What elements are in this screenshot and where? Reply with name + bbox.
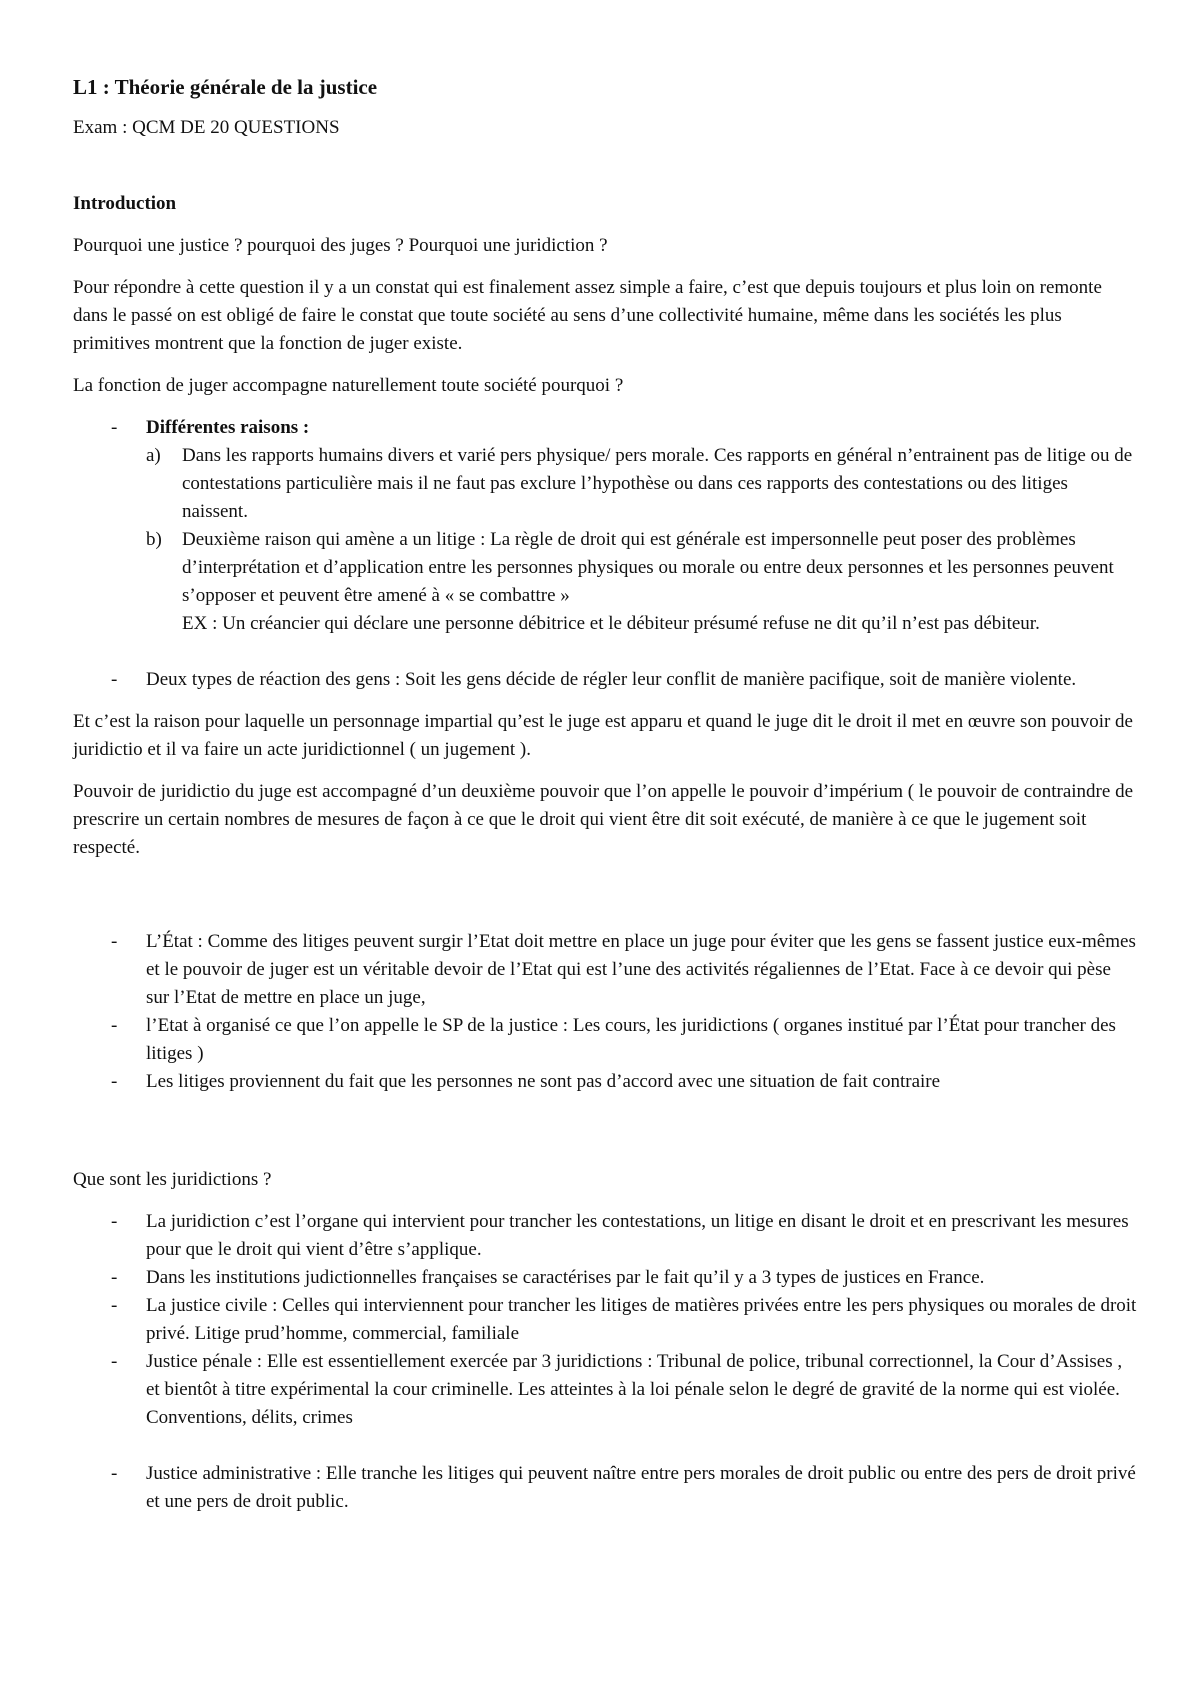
intro-paragraph-4: Pouvoir de juridictio du juge est accompagné d’un deuxième pouvoir que l’on appelle le pouvoir d’impérium ( le pouvoir de contraindre de prescrire un certain nombres de mesures de façon à ce que le droit qui vient être dit soit exécuté, de manière à ce que le jugement soit respecté.	[73, 781, 1134, 858]
juridictions-question: Que sont les juridictions ?	[73, 1169, 272, 1190]
exam-info: Exam : QCM DE 20 QUESTIONS	[73, 117, 340, 138]
reason-a-marker: a)	[146, 445, 161, 466]
list-item-litiges: - Les litiges proviennent du fait que les personnes ne sont pas d’accord avec une situation de fait contraire	[73, 1068, 1138, 1096]
section-heading-introduction: Introduction	[73, 193, 177, 214]
reasons-label: - Différentes raisons :	[146, 417, 310, 438]
justice-penale-categories: Conventions, délits, crimes	[146, 1407, 353, 1428]
intro-paragraph-2: La fonction de juger accompagne naturellement toute société pourquoi ?	[73, 375, 624, 396]
justice-penale-text: - Justice pénale : Elle est essentiellement exercée par 3 juridictions : Tribunal de police, tribunal correctionnel, la Cour d’Assises , et bientôt à titre expérimental la cour criminelle. Les atteintes à la loi pénale selon le degré de gravité de la norme qui est violée.	[146, 1351, 1123, 1400]
list-item-justice-administrative: - Justice administrative : Elle tranche les litiges qui peuvent naître entre pers morales de droit public ou entre des pers de droit privé et une pers de droit public.	[73, 1460, 1138, 1516]
reasons-sublist	[146, 442, 1138, 638]
document-title: L1 : Théorie générale de la justice	[73, 75, 378, 99]
spacer	[73, 876, 1138, 928]
list-item-reaction: - Deux types de réaction des gens : Soit les gens décide de régler leur conflit de manière pacifique, soit de manière violente.	[73, 666, 1138, 694]
list-item-types-justice: - Dans les institutions judictionnelles françaises se caractérises par le fait qu’il y a 3 types de justices en France.	[73, 1264, 1138, 1292]
list-item-reason-b	[146, 526, 1138, 638]
list-item-justice-civile: - La justice civile : Celles qui interviennent pour trancher les litiges de matières privées entre les pers physiques ou morales de droit privé. Litige prud’homme, commercial, familiale	[73, 1292, 1138, 1348]
etat-list	[73, 928, 1138, 1096]
intro-paragraph-3: Et c’est la raison pour laquelle un personnage impartial qu’est le juge est apparu et quand le juge dit le droit il met en œuvre son pouvoir de juridictio et il va faire un acte juridictionnel ( un jugement ).	[73, 711, 1133, 760]
intro-paragraph-1: Pour répondre à cette question il y a un constat qui est finalement assez simple a faire, c’est que depuis toujours et plus loin on remonte dans le passé on est obligé de faire le constat que toute société au sens d’une collectivité humaine, même dans les sociétés les plus primitives montrent que la fonction de juger existe.	[73, 277, 1102, 354]
spacer	[73, 1110, 1138, 1166]
list-item-juridiction-definition: - La juridiction c’est l’organe qui intervient pour trancher les contestations, un litige en disant le droit et en prescrivant les mesures pour que le droit qui vient d’être s’applique.	[73, 1208, 1138, 1264]
list-item-etat: - L’État : Comme des litiges peuvent surgir l’Etat doit mettre en place un juge pour éviter que les gens se fassent justice eux-mêmes et le pouvoir de juger est un véritable devoir de l’Etat qui est l’une des activités régaliennes de l’Etat. Face à ce devoir qui pèse sur l’Etat de mettre en place un juge,	[73, 928, 1138, 1012]
intro-question: Pourquoi une justice ? pourquoi des juges ? Pourquoi une juridiction ?	[73, 235, 608, 256]
reasons-list	[73, 414, 1138, 694]
reason-b-example: EX : Un créancier qui déclare une personne débitrice et le débiteur présumé refuse ne dit qu’il n’est pas débiteur.	[182, 613, 1040, 634]
reason-a-text: Dans les rapports humains divers et varié pers physique/ pers morale. Ces rapports en général n’entrainent pas de litige ou de contestations particulière mais il ne faut pas exclure l’hypothèse ou dans ces rapports des contestations ou des litiges naissent.	[182, 445, 1133, 522]
juridictions-list	[73, 1208, 1138, 1516]
reason-b-text: Deuxième raison qui amène a un litige : La règle de droit qui est générale est impersonnelle peut poser des problèmes d’interprétation et d’application entre les personnes physiques ou morale ou entre deux personnes et les personnes peuvent s’opposer et peuvent être amené à « se combattre »	[182, 529, 1114, 606]
reason-b-marker: b)	[146, 529, 162, 550]
list-item-sp-justice: - l’Etat à organisé ce que l’on appelle le SP de la justice : Les cours, les juridictions ( organes institué par l’État pour trancher des litiges )	[73, 1012, 1138, 1068]
list-item-justice-penale	[73, 1348, 1138, 1432]
list-item-reason-a	[146, 442, 1138, 526]
document-body	[73, 70, 1138, 1530]
list-item-reasons	[73, 414, 1138, 638]
